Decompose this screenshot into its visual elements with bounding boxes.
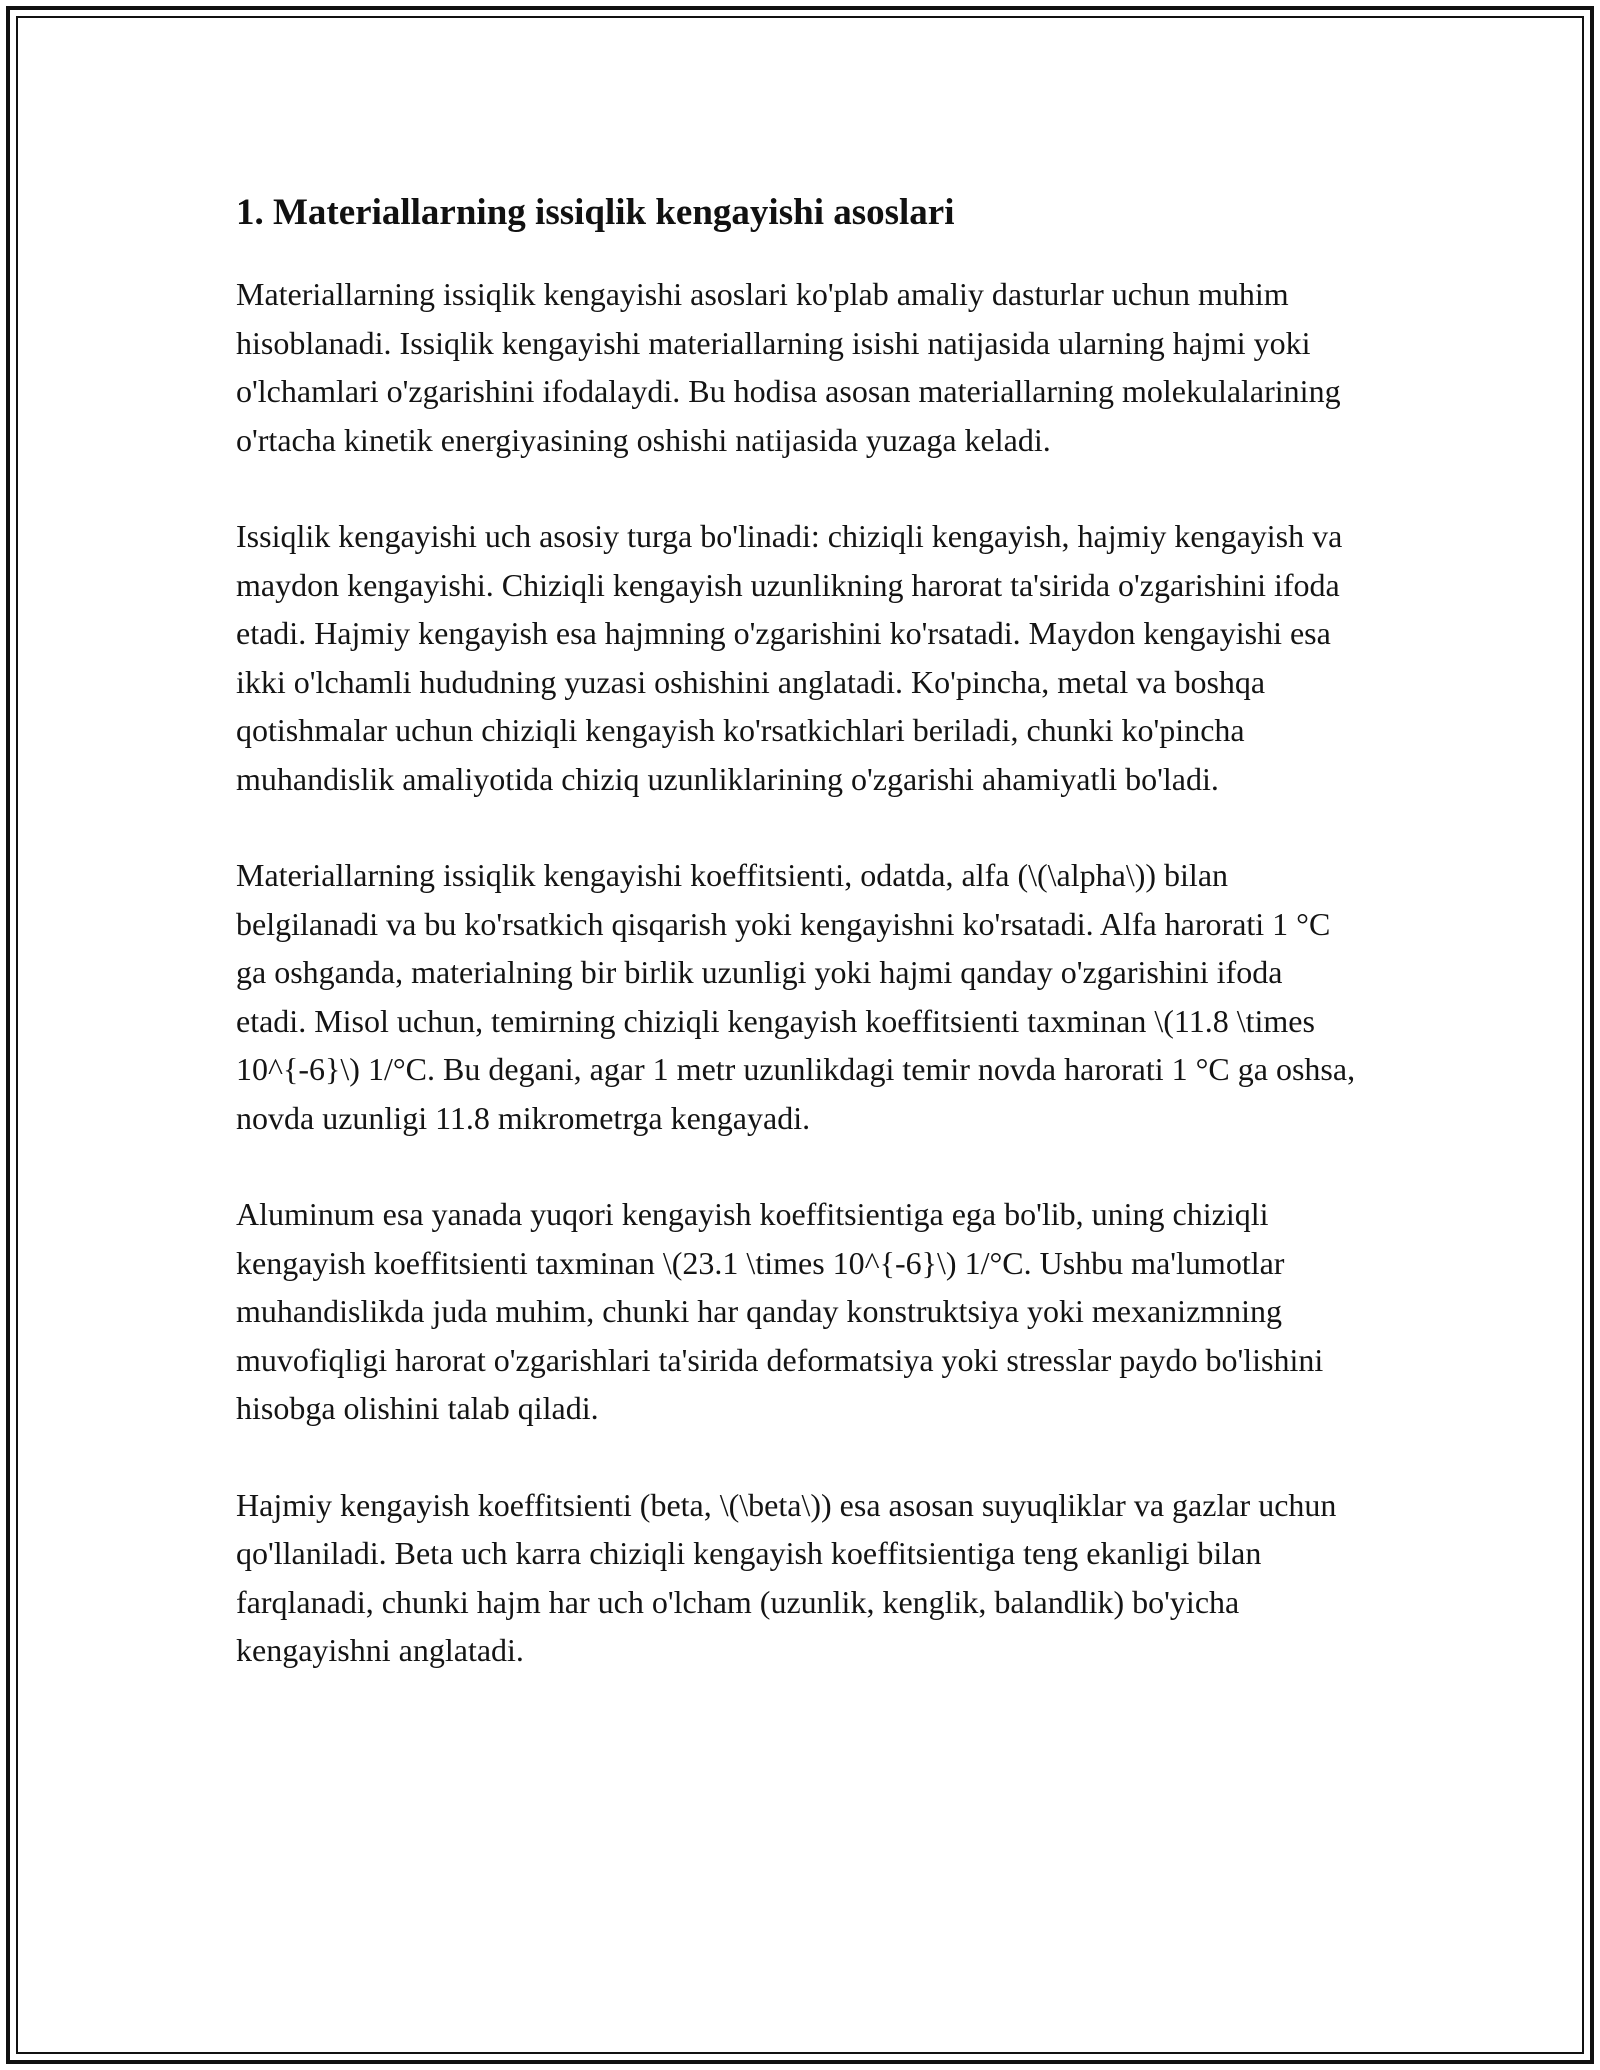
paragraph-expansion-types: Issiqlik kengayishi uch asosiy turga bo'linadi: chiziqli kengayish, hajmiy kengayish va maydon kengayishi. Chiziqli kengayish uzunlikning harorat ta'sirida o'zgarishini ifoda etadi. Hajmiy kengayish esa hajmning o'zgarishini ko'rsatadi. Maydon kengayishi esa ikki o'lchamli hududning yuzasi oshishini anglatadi. Ko'pincha, metal va boshqa qotishmalar uchun chiziqli kengayish ko'rsatkichlari beriladi, chunki ko'pincha muhandislik amaliyotida chiziq uzunliklarining o'zgarishi ahamiyatli bo'ladi. (236, 518, 1343, 797)
document-body (236, 186, 1356, 1675)
section-heading: 1. Materiallarning issiqlik kengayishi asoslari (236, 192, 955, 233)
paragraph-introduction: Materiallarning issiqlik kengayishi asoslari ko'plab amaliy dasturlar uchun muhim hisoblanadi. Issiqlik kengayishi materiallarning isishi natijasida ularning hajmi yoki o'lchamlari o'zgarishini ifodalaydi. Bu hodisa asosan materiallarning molekulalarining o'rtacha kinetik energiyasining oshishi natijasida yuzaga keladi. (236, 276, 1341, 458)
paragraph-aluminum: Aluminum esa yanada yuqori kengayish koeffitsientiga ega bo'lib, uning chiziqli kengayish koeffitsienti taxminan \(23.1 \times 10^{-6}\) 1/°C. Ushbu ma'lumotlar muhandislikda juda muhim, chunki har qanday konstruktsiya yoki mexanizmning muvofiqligi harorat o'zgarishlari ta'sirida deformatsiya yoki stresslar paydo bo'lishini hisobga olishini talab qiladi. (236, 1196, 1324, 1426)
paragraph-alpha-coefficient: Materiallarning issiqlik kengayishi koeffitsienti, odatda, alfa (\(\alpha\)) bilan belgilanadi va bu ko'rsatkich qisqarish yoki kengayishni ko'rsatadi. Alfa harorati 1 °C ga oshganda, materialning bir birlik uzunligi yoki hajmi qanday o'zgarishini ifoda etadi. Misol uchun, temirning chiziqli kengayish koeffitsienti taxminan \(11.8 \times 10^{-6}\) 1/°C. Bu degani, agar 1 metr uzunlikdagi temir novda harorati 1 °C ga oshsa, novda uzunligi 11.8 mikrometrga kengayadi. (236, 857, 1356, 1136)
paragraph-beta-coefficient: Hajmiy kengayish koeffitsienti (beta, \(\beta\)) esa asosan suyuqliklar va gazlar uchun qo'llaniladi. Beta uch karra chiziqli kengayish koeffitsientiga teng ekanligi bilan farqlanadi, chunki hajm har uch o'lcham (uzunlik, kenglik, balandlik) bo'yicha kengayishni anglatadi. (236, 1486, 1337, 1668)
